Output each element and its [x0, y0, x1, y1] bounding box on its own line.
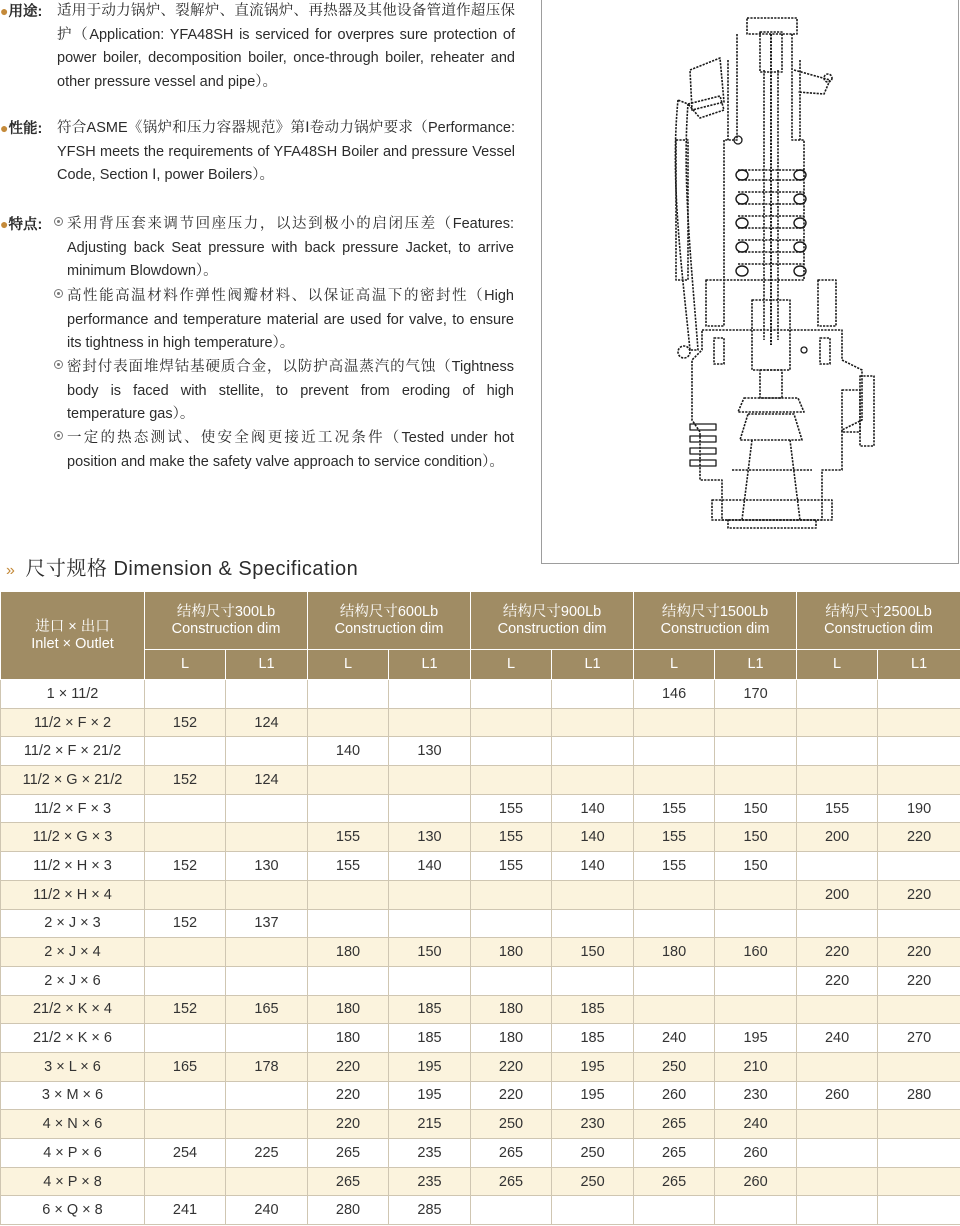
dimension-cell: [308, 680, 389, 709]
dimension-cell: [389, 680, 471, 709]
dimension-cell: [878, 737, 960, 766]
feature-item: 密封付表面堆焊钴基硬质合金，以防护高温蒸汽的气蚀（Tightness body is faced with stellite, to prevent from eroding of high temperature gas）。: [54, 356, 514, 427]
dimension-cell: [552, 909, 634, 938]
safety-valve-cross-section-icon: [542, 0, 958, 562]
dimension-cell: [226, 680, 308, 709]
dimension-cell: [878, 909, 960, 938]
dimension-cell: [145, 794, 226, 823]
size-cell: 4 × N × 6: [1, 1110, 145, 1139]
dimension-cell: 152: [145, 766, 226, 795]
dimension-cell: 155: [471, 794, 552, 823]
dimension-cell: [797, 1110, 878, 1139]
dimension-cell: 230: [715, 1081, 797, 1110]
dimension-cell: [797, 1196, 878, 1225]
dimension-cell: 152: [145, 909, 226, 938]
dimension-cell: [226, 1081, 308, 1110]
dimension-cell: 280: [308, 1196, 389, 1225]
dimension-cell: [226, 966, 308, 995]
dimension-cell: 240: [634, 1024, 715, 1053]
dimension-cell: [471, 766, 552, 795]
dimension-cell: 210: [715, 1052, 797, 1081]
dimension-cell: 185: [389, 995, 471, 1024]
dimension-cell: 220: [878, 880, 960, 909]
dimension-cell: [226, 1110, 308, 1139]
dimension-cell: [226, 1024, 308, 1053]
dimension-cell: 152: [145, 995, 226, 1024]
dimension-cell: 190: [878, 794, 960, 823]
dimension-cell: [471, 1196, 552, 1225]
dimension-cell: [552, 880, 634, 909]
dimension-cell: 270: [878, 1024, 960, 1053]
dimension-cell: [145, 737, 226, 766]
dimension-cell: [145, 1081, 226, 1110]
table-row: [1, 794, 960, 823]
dimension-cell: [308, 909, 389, 938]
dimension-cell: [878, 1110, 960, 1139]
dimension-cell: 155: [308, 852, 389, 881]
valve-diagram-panel: [541, 0, 959, 564]
table-row: [1, 1110, 960, 1139]
table-row: [1, 880, 960, 909]
dimension-cell: 195: [552, 1052, 634, 1081]
dimension-cell: [878, 708, 960, 737]
dimension-cell: 155: [634, 852, 715, 881]
dimension-cell: [145, 966, 226, 995]
dimension-cell: 240: [226, 1196, 308, 1225]
dimension-cell: [226, 880, 308, 909]
dimension-cell: [308, 880, 389, 909]
dimension-cell: [878, 766, 960, 795]
dimension-cell: 146: [634, 680, 715, 709]
dimension-cell: [389, 794, 471, 823]
dimension-cell: [552, 1196, 634, 1225]
dimension-cell: [389, 708, 471, 737]
dimension-cell: 235: [389, 1139, 471, 1168]
dimension-cell: [471, 680, 552, 709]
dimension-cell: 200: [797, 880, 878, 909]
dimension-cell: 220: [308, 1110, 389, 1139]
size-cell: 3 × L × 6: [1, 1052, 145, 1081]
group-header: 结构尺寸300Lb Construction dim: [145, 592, 308, 650]
subheader-cell: L: [308, 650, 389, 680]
size-cell: 2 × J × 3: [1, 909, 145, 938]
dimension-cell: 180: [634, 938, 715, 967]
dimension-cell: 155: [634, 823, 715, 852]
dimension-cell: [715, 966, 797, 995]
dimension-cell: 140: [552, 852, 634, 881]
dimension-cell: 155: [634, 794, 715, 823]
dimension-cell: [878, 1196, 960, 1225]
dimension-cell: 265: [308, 1167, 389, 1196]
size-cell: 11/2 × H × 4: [1, 880, 145, 909]
dimension-cell: 225: [226, 1139, 308, 1168]
table-row: [1, 1081, 960, 1110]
dimension-cell: 195: [715, 1024, 797, 1053]
subheader-cell: L: [145, 650, 226, 680]
dimension-cell: [308, 966, 389, 995]
dimension-cell: [389, 766, 471, 795]
dimension-cell: 155: [797, 794, 878, 823]
dimension-cell: 195: [389, 1052, 471, 1081]
table-row: [1, 1139, 960, 1168]
table-row: [1, 680, 960, 709]
dimension-cell: [878, 1052, 960, 1081]
dimension-cell: [634, 880, 715, 909]
dimension-cell: 180: [308, 1024, 389, 1053]
table-row: [1, 938, 960, 967]
dimension-cell: [878, 852, 960, 881]
dimension-cell: 265: [308, 1139, 389, 1168]
dimension-cell: 185: [552, 995, 634, 1024]
subheader-cell: L: [634, 650, 715, 680]
dimension-cell: 220: [471, 1052, 552, 1081]
subheader-cell: L1: [226, 650, 308, 680]
dimension-cell: 250: [552, 1167, 634, 1196]
subheader-cell: L: [797, 650, 878, 680]
dimension-cell: [389, 909, 471, 938]
dimension-cell: 241: [145, 1196, 226, 1225]
dimension-cell: 215: [389, 1110, 471, 1139]
performance-text: 符合ASME《锅炉和压力容器规范》第Ⅰ卷动力锅炉要求（Performance: YFSH meets the requirements of YFA48SH Boiler and pressure Vessel Code, Section Ⅰ, power Boilers）。: [57, 120, 515, 183]
section-title: [6, 552, 358, 581]
dimension-cell: 150: [389, 938, 471, 967]
dimension-cell: 260: [715, 1167, 797, 1196]
dimension-cell: 220: [878, 966, 960, 995]
dimension-cell: 260: [715, 1139, 797, 1168]
table-row: [1, 909, 960, 938]
dimension-cell: [471, 708, 552, 737]
dimension-cell: 250: [634, 1052, 715, 1081]
table-row: [1, 766, 960, 795]
dimension-cell: [797, 680, 878, 709]
dimension-cell: 150: [715, 823, 797, 852]
dimension-cell: 265: [634, 1167, 715, 1196]
dimension-cell: 265: [471, 1139, 552, 1168]
section-title-text: 尺寸规格 Dimension & Specification: [25, 558, 359, 580]
bullet-circle-icon: [54, 289, 63, 298]
dimension-cell: [715, 737, 797, 766]
dimension-cell: [145, 823, 226, 852]
group-header: 结构尺寸900Lb Construction dim: [471, 592, 634, 650]
dimension-cell: 170: [715, 680, 797, 709]
dimension-cell: [715, 909, 797, 938]
double-chevron-icon: »: [6, 562, 16, 579]
dimension-cell: [878, 680, 960, 709]
dimension-cell: 155: [308, 823, 389, 852]
dimension-cell: [308, 794, 389, 823]
dimension-cell: [715, 995, 797, 1024]
size-cell: 6 × Q × 8: [1, 1196, 145, 1225]
size-cell: 2 × J × 4: [1, 938, 145, 967]
dimension-cell: [878, 995, 960, 1024]
table-row: [1, 1196, 960, 1225]
dimension-cell: [634, 766, 715, 795]
dimension-cell: 220: [797, 966, 878, 995]
dimension-cell: [878, 1167, 960, 1196]
bullet-circle-icon: [54, 217, 63, 226]
dimension-cell: [552, 766, 634, 795]
dimension-cell: 140: [552, 794, 634, 823]
table-row: [1, 966, 960, 995]
dimension-cell: 220: [797, 938, 878, 967]
dimension-cell: [715, 1196, 797, 1225]
dimension-cell: [226, 794, 308, 823]
dimension-cell: 200: [797, 823, 878, 852]
size-cell: 4 × P × 6: [1, 1139, 145, 1168]
dimension-cell: [797, 1167, 878, 1196]
dimension-cell: [797, 708, 878, 737]
size-cell: 11/2 × F × 3: [1, 794, 145, 823]
dimension-cell: [552, 737, 634, 766]
dimension-cell: 254: [145, 1139, 226, 1168]
dimension-cell: [797, 766, 878, 795]
dimension-cell: [145, 1024, 226, 1053]
dimension-cell: [878, 1139, 960, 1168]
dimension-cell: 220: [878, 938, 960, 967]
application-label: ●用途:: [0, 3, 43, 20]
dimension-cell: [226, 737, 308, 766]
dimension-cell: [471, 737, 552, 766]
dimension-cell: 140: [308, 737, 389, 766]
subheader-cell: L: [471, 650, 552, 680]
bullet-circle-icon: [54, 431, 63, 440]
dimension-cell: 240: [715, 1110, 797, 1139]
dimension-cell: 160: [715, 938, 797, 967]
dimension-cell: 152: [145, 708, 226, 737]
dimension-cell: [797, 1052, 878, 1081]
subheader-cell: L1: [878, 650, 960, 680]
dimension-cell: 260: [634, 1081, 715, 1110]
size-cell: 21/2 × K × 6: [1, 1024, 145, 1053]
dimension-spec-table: [0, 591, 960, 1225]
dimension-cell: [552, 966, 634, 995]
dimension-cell: 130: [389, 823, 471, 852]
dimension-cell: 180: [471, 1024, 552, 1053]
size-cell: 1 × 11/2: [1, 680, 145, 709]
dimension-cell: 130: [389, 737, 471, 766]
dimension-cell: 250: [471, 1110, 552, 1139]
dimension-cell: [634, 909, 715, 938]
dimension-cell: [797, 737, 878, 766]
application-text: 适用于动力锅炉、裂解炉、直流锅炉、再热器及其他设备管道作超压保护（Application: YFA48SH is serviced for overpres sure protection of power boiler, decomposition boiler, once-through boiler, reheater and other pressure vessel and pipe）。: [57, 3, 515, 90]
feature-item: 采用背压套来调节回座压力，以达到极小的启闭压差（Features: Adjusting back Seat pressure with back pressure Jacket, to arrive minimum Blowdown）。: [54, 213, 514, 284]
dimension-cell: [226, 938, 308, 967]
dimension-cell: 220: [308, 1081, 389, 1110]
dimension-cell: 150: [715, 852, 797, 881]
table-row: [1, 823, 960, 852]
table-row: [1, 1024, 960, 1053]
dimension-cell: [145, 1167, 226, 1196]
size-cell: 3 × M × 6: [1, 1081, 145, 1110]
dimension-cell: 195: [552, 1081, 634, 1110]
bullet-circle-icon: [54, 360, 63, 369]
dimension-cell: 180: [308, 938, 389, 967]
dimension-cell: 230: [552, 1110, 634, 1139]
table-row: [1, 1167, 960, 1196]
table-row: [1, 852, 960, 881]
performance-label: ●性能:: [0, 120, 43, 137]
dimension-cell: [552, 680, 634, 709]
size-cell: 11/2 × F × 2: [1, 708, 145, 737]
size-cell: 11/2 × G × 3: [1, 823, 145, 852]
dimension-cell: 124: [226, 766, 308, 795]
dimension-cell: 150: [552, 938, 634, 967]
dimension-cell: [471, 880, 552, 909]
subheader-cell: L1: [552, 650, 634, 680]
dimension-cell: [634, 1196, 715, 1225]
dimension-cell: 130: [226, 852, 308, 881]
dimension-cell: [145, 938, 226, 967]
dimension-cell: [471, 966, 552, 995]
dimension-cell: [145, 880, 226, 909]
dimension-cell: [797, 1139, 878, 1168]
dimension-cell: [634, 708, 715, 737]
dimension-cell: [145, 1110, 226, 1139]
size-cell: 2 × J × 6: [1, 966, 145, 995]
dimension-cell: 265: [471, 1167, 552, 1196]
dimension-cell: [634, 995, 715, 1024]
feature-item: 一定的热态测试、使安全阀更接近工况条件（Tested under hot position and make the safety valve approach to service condition）。: [54, 427, 514, 474]
dimension-cell: [145, 680, 226, 709]
dimension-cell: 152: [145, 852, 226, 881]
feature-item: 高性能高温材料作弹性阀瓣材料、以保证高温下的密封性（High performance and temperature material are used for valve, to ensure its tightness in high temperature）。: [54, 285, 514, 356]
features-label: ●特点:: [0, 216, 43, 233]
dimension-cell: [797, 852, 878, 881]
dimension-cell: 260: [797, 1081, 878, 1110]
size-cell: 11/2 × H × 3: [1, 852, 145, 881]
dimension-cell: [797, 909, 878, 938]
dimension-cell: 137: [226, 909, 308, 938]
dimension-cell: 124: [226, 708, 308, 737]
inlet-outlet-header: 进口 × 出口 Inlet × Outlet: [1, 592, 145, 680]
dimension-cell: [308, 708, 389, 737]
dimension-cell: 178: [226, 1052, 308, 1081]
dimension-cell: 220: [471, 1081, 552, 1110]
dimension-cell: [634, 966, 715, 995]
dimension-cell: 155: [471, 852, 552, 881]
dimension-cell: [715, 766, 797, 795]
dimension-cell: 265: [634, 1139, 715, 1168]
dimension-cell: [797, 995, 878, 1024]
dimension-cell: 195: [389, 1081, 471, 1110]
dimension-cell: [389, 880, 471, 909]
dimension-cell: [634, 737, 715, 766]
dimension-cell: 180: [308, 995, 389, 1024]
size-cell: 11/2 × F × 21/2: [1, 737, 145, 766]
dimension-cell: 165: [145, 1052, 226, 1081]
size-cell: 11/2 × G × 21/2: [1, 766, 145, 795]
dimension-cell: [715, 708, 797, 737]
dimension-cell: 265: [634, 1110, 715, 1139]
size-cell: 21/2 × K × 4: [1, 995, 145, 1024]
dimension-cell: 180: [471, 995, 552, 1024]
dimension-cell: 240: [797, 1024, 878, 1053]
dimension-cell: [226, 1167, 308, 1196]
dimension-cell: 220: [308, 1052, 389, 1081]
subheader-row: [1, 650, 960, 680]
dimension-cell: 150: [715, 794, 797, 823]
size-cell: 4 × P × 8: [1, 1167, 145, 1196]
subheader-cell: L1: [715, 650, 797, 680]
subheader-cell: L1: [389, 650, 471, 680]
table-row: [1, 995, 960, 1024]
dimension-cell: 140: [389, 852, 471, 881]
group-header: 结构尺寸1500Lb Construction dim: [634, 592, 797, 650]
group-header: 结构尺寸600Lb Construction dim: [308, 592, 471, 650]
dimension-cell: 185: [389, 1024, 471, 1053]
dimension-cell: [471, 909, 552, 938]
group-header: 结构尺寸2500Lb Construction dim: [797, 592, 960, 650]
table-row: [1, 708, 960, 737]
dimension-cell: [389, 966, 471, 995]
dimension-cell: 155: [471, 823, 552, 852]
dimension-cell: 285: [389, 1196, 471, 1225]
dimension-cell: [308, 766, 389, 795]
dimension-cell: 165: [226, 995, 308, 1024]
dimension-cell: 280: [878, 1081, 960, 1110]
dimension-cell: [715, 880, 797, 909]
dimension-cell: 235: [389, 1167, 471, 1196]
table-row: [1, 737, 960, 766]
dimension-cell: [552, 708, 634, 737]
dimension-cell: 185: [552, 1024, 634, 1053]
dimension-cell: 180: [471, 938, 552, 967]
dimension-cell: 250: [552, 1139, 634, 1168]
dimension-cell: 220: [878, 823, 960, 852]
table-row: [1, 1052, 960, 1081]
dimension-cell: 140: [552, 823, 634, 852]
dimension-cell: [226, 823, 308, 852]
